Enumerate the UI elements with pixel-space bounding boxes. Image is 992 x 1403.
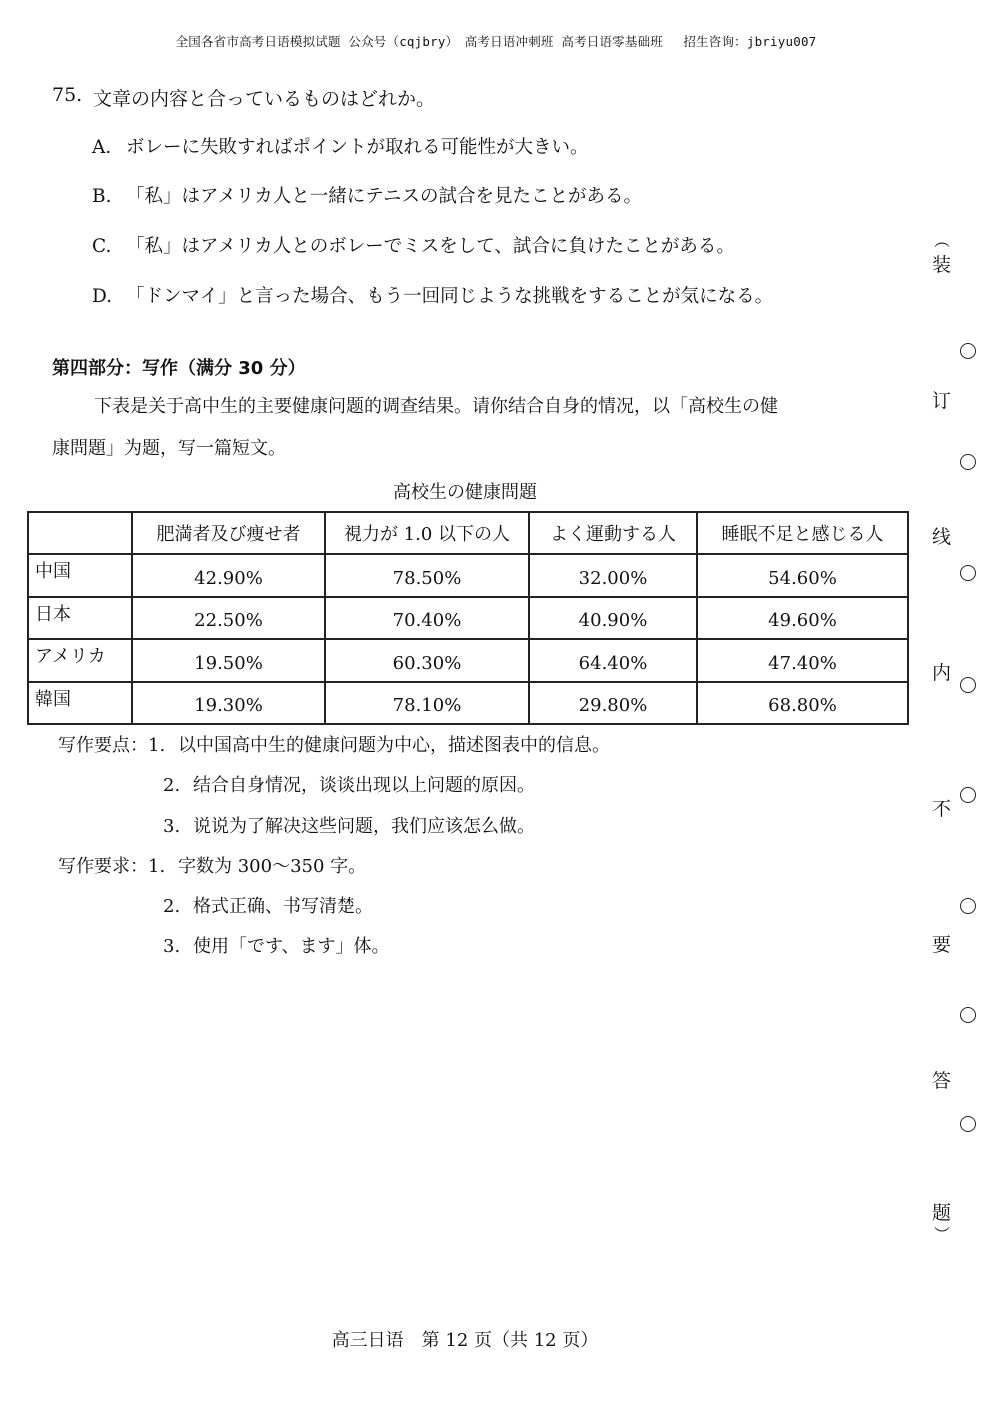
margin-close-bracket: ︶: [934, 1225, 951, 1244]
requirements-line-2: [163, 892, 373, 918]
requirements-index: 1.: [148, 856, 166, 877]
points-line-2: [163, 771, 535, 797]
option-text: ボレーに失敗すればポイントが取れる可能性が大きい。: [126, 137, 589, 158]
points-index: 2.: [163, 775, 181, 796]
table-title: 高校生の健康問題: [393, 482, 537, 503]
table-cell: 60.30%: [325, 639, 529, 682]
table-cell: 29.80%: [529, 682, 697, 725]
points-index: 1.: [148, 735, 166, 756]
margin-char: 不: [932, 798, 952, 820]
points-index: 3.: [163, 816, 181, 837]
requirements-text: 字数为 300～350 字。: [178, 856, 367, 877]
table-cell: 78.10%: [325, 682, 529, 725]
requirements-line-1: [58, 852, 366, 878]
binding-circle-icon: [960, 454, 976, 470]
points-line-1: [58, 731, 610, 757]
points-text: 以中国高中生的健康问题为中心，描述图表中的信息。: [178, 735, 610, 756]
table-row: [28, 554, 908, 597]
table-header-cell: よく運動する人: [529, 512, 697, 554]
option-letter: D.: [92, 286, 113, 307]
requirements-text: 格式正确、书写清楚。: [193, 896, 373, 917]
binding-circle-icon: [960, 1007, 976, 1023]
margin-char: 线: [932, 526, 952, 548]
table-row: [28, 682, 908, 725]
table-cell: 22.50%: [132, 597, 325, 640]
margin-char: 内: [932, 662, 952, 684]
points-label: 写作要点：: [58, 735, 148, 756]
table-row: [28, 597, 908, 640]
option-letter: B.: [92, 186, 112, 207]
binding-circle-icon: [960, 565, 976, 581]
table-cell: 54.60%: [697, 554, 908, 597]
table-cell: 42.90%: [132, 554, 325, 597]
section-intro-line1: 下表是关于高中生的主要健康问题的调查结果。请你结合自身的情况，以「高校生の健: [94, 396, 778, 417]
table-row: [28, 639, 908, 682]
row-label: 中国: [28, 554, 132, 597]
option-a: [92, 133, 589, 159]
option-letter: A.: [92, 137, 112, 158]
margin-char: 装: [932, 254, 952, 276]
row-label: 韓国: [28, 682, 132, 725]
points-text: 结合自身情况，谈谈出现以上问题的原因。: [193, 775, 535, 796]
table-header-cell: 視力が 1.0 以下の人: [325, 512, 529, 554]
binding-circle-icon: [960, 1116, 976, 1132]
table-cell: 32.00%: [529, 554, 697, 597]
option-b: [92, 182, 642, 208]
requirements-index: 3.: [163, 936, 181, 957]
health-table: [27, 511, 909, 725]
margin-char: 订: [932, 390, 952, 412]
margin-char: 题: [932, 1202, 952, 1224]
row-label: 日本: [28, 597, 132, 640]
question-number: 75.: [52, 84, 83, 106]
table-cell: 49.60%: [697, 597, 908, 640]
requirements-index: 2.: [163, 896, 181, 917]
option-text: 「私」はアメリカ人とのボレーでミスをして、試合に負けたことがある。: [126, 236, 735, 257]
option-letter: C.: [92, 236, 112, 257]
requirements-line-3: [163, 932, 390, 958]
table-header-cell: [28, 512, 132, 554]
margin-char: 要: [932, 934, 952, 956]
requirements-text: 使用「です、ます」体。: [193, 936, 390, 957]
requirements-label: 写作要求：: [58, 856, 148, 877]
section-title: 第四部分：写作（满分 30 分）: [52, 358, 306, 379]
points-text: 说说为了解决这些问题，我们应该怎么做。: [193, 816, 535, 837]
table-cell: 68.80%: [697, 682, 908, 725]
table-cell: 40.90%: [529, 597, 697, 640]
table-cell: 78.50%: [325, 554, 529, 597]
section-intro-line2: 康問題」为题，写一篇短文。: [52, 438, 286, 459]
table-header-cell: 肥満者及び痩せ者: [132, 512, 325, 554]
page-header: 全国各省市高考日语模拟试题 公众号（cqjbry） 高考日语冲刺班 高考日语零基础班 招生咨询：jbriyu007: [175, 34, 817, 49]
margin-char: 答: [932, 1070, 952, 1092]
option-text: 「ドンマイ」と言った場合、もう一回同じような挑戦をすることが気になる。: [126, 286, 774, 307]
table-cell: 64.40%: [529, 639, 697, 682]
question-stem: 文章の内容と合っているものはどれか。: [93, 88, 436, 110]
binding-circle-icon: [960, 898, 976, 914]
binding-circle-icon: [960, 677, 976, 693]
table-header-row: [28, 512, 908, 554]
table-cell: 19.50%: [132, 639, 325, 682]
table-cell: 19.30%: [132, 682, 325, 725]
table-cell: 70.40%: [325, 597, 529, 640]
page-footer: 高三日语 第 12 页（共 12 页）: [331, 1330, 599, 1351]
row-label: アメリカ: [28, 639, 132, 682]
table-header-cell: 睡眠不足と感じる人: [697, 512, 908, 554]
margin-open-bracket: ︵: [934, 231, 951, 250]
binding-circle-icon: [960, 787, 976, 803]
points-line-3: [163, 812, 535, 838]
option-d: [92, 282, 773, 308]
binding-circle-icon: [960, 343, 976, 359]
table-cell: 47.40%: [697, 639, 908, 682]
option-text: 「私」はアメリカ人と一緒にテニスの試合を見たことがある。: [126, 186, 642, 207]
option-c: [92, 232, 735, 258]
